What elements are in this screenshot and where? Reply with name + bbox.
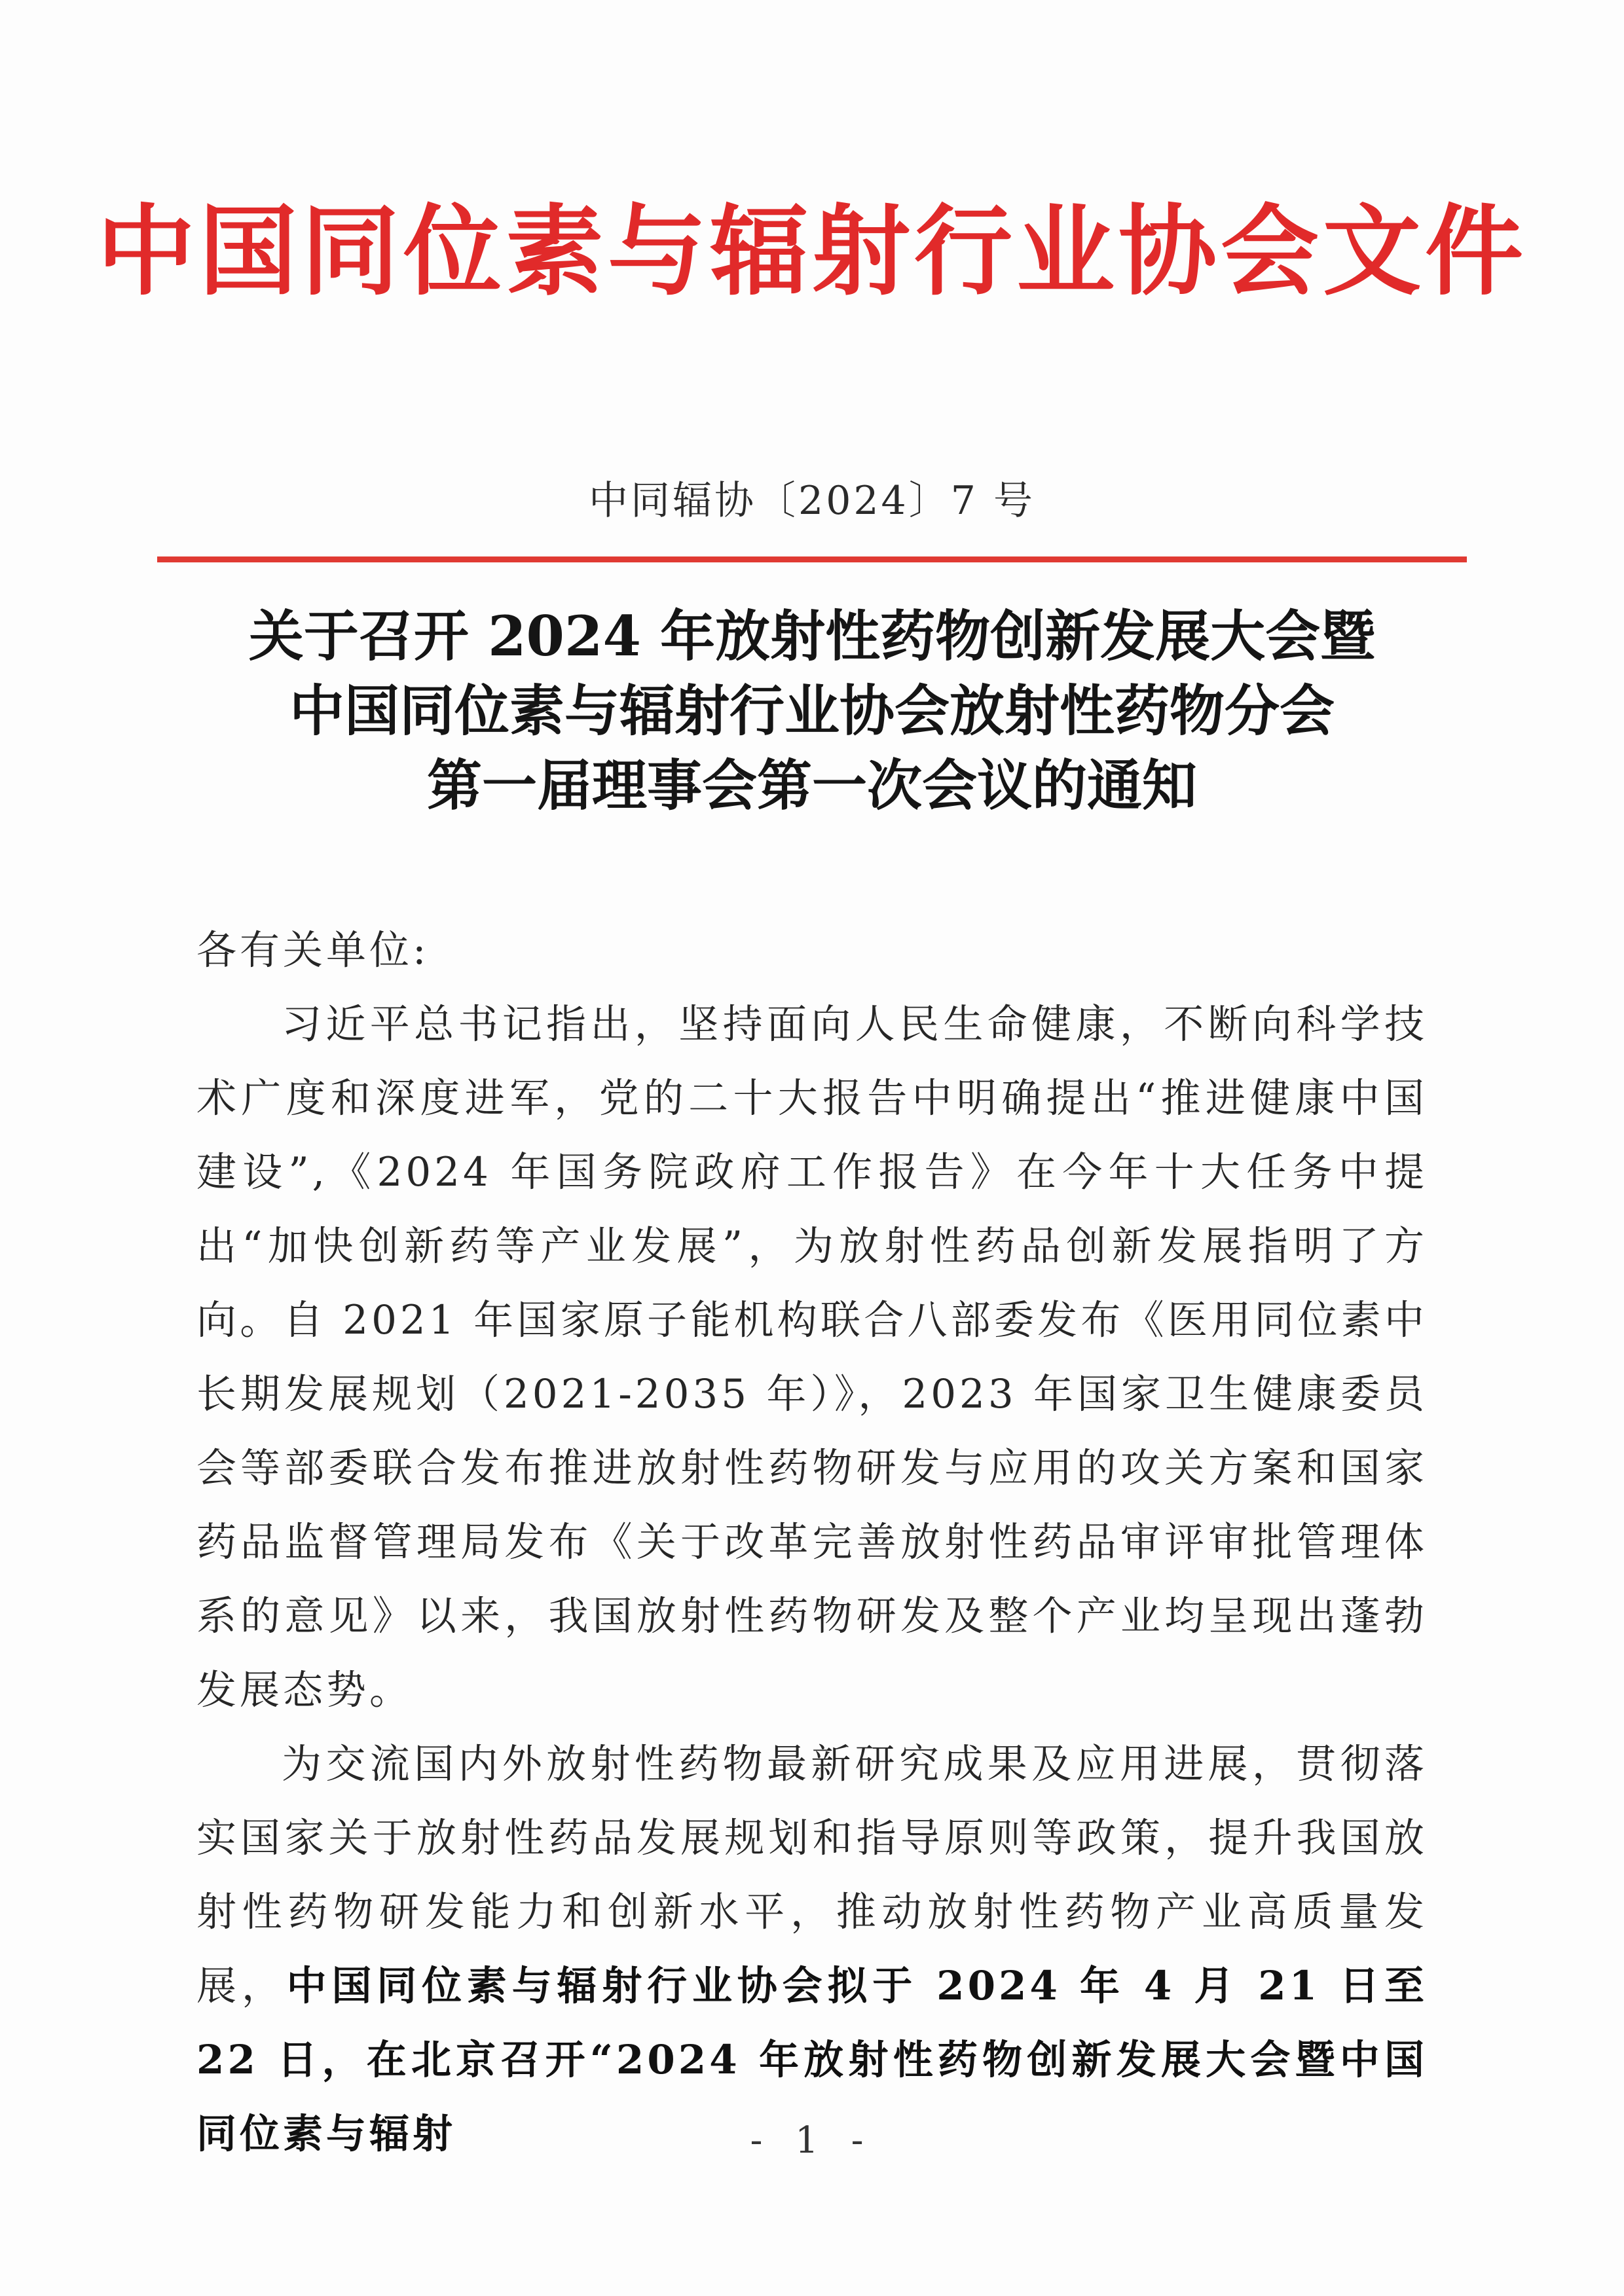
page-number: - 1 - bbox=[750, 2119, 874, 2162]
title-line-2: 中国同位素与辐射行业协会放射性药物分会 bbox=[289, 678, 1335, 743]
notice-title bbox=[0, 599, 1624, 823]
salutation: 各有关单位: bbox=[196, 927, 430, 974]
paragraph-2-bold-text: 中国同位素与辐射行业协会拟于 2024 年 4 月 21 日至 22 日，在北京召开“2024 年放射性药物创新发展大会暨中国同位素与辐射 bbox=[196, 1963, 1428, 2157]
paragraph-1: 习近平总书记指出，坚持面向人民生命健康，不断向科学技术广度和深度进军，党的二十大报告中明确提出“推进健康中国建设”,《2024 年国务院政府工作报告》在今年十大任务中提出“加快创新药等产业发展”，为放射性药品创新发展指明了方向。自 2021 年国家原子能机构联合八部委发布《医用同位素中长期发展规划（2021-2035 年）》，2023 年国家卫生健康委员会等部委联合发布推进放射性药物研发与应用的攻关方案和国家药品监督管理局发布《关于改革完善放射性药品审评审批管理体系的意见》以来，我国放射性药物研发及整个产业均呈现出蓬勃发展态势。 bbox=[196, 1001, 1428, 1713]
title-line-3: 第一届理事会第一次会议的通知 bbox=[426, 753, 1197, 818]
masthead-title: 中国同位素与辐射行业协会文件 bbox=[96, 195, 1527, 309]
paragraph-2-text: 为交流国内外放射性药物最新研究成果及应用进展，贯彻落实国家关于放射性药品发展规划和指导原则等政策，提升我国放射性药物研发能力和创新水平，推动放射性药物产业高质量发展， bbox=[196, 1741, 1428, 2009]
paragraph-2 bbox=[196, 1727, 1428, 2171]
body-text bbox=[196, 913, 1428, 2171]
title-line-1: 关于召开 2024 年放射性药物创新发展大会暨 bbox=[248, 604, 1376, 668]
document-number: 中同辐协〔2024〕7 号 bbox=[589, 478, 1035, 524]
red-separator-rule bbox=[157, 556, 1467, 562]
